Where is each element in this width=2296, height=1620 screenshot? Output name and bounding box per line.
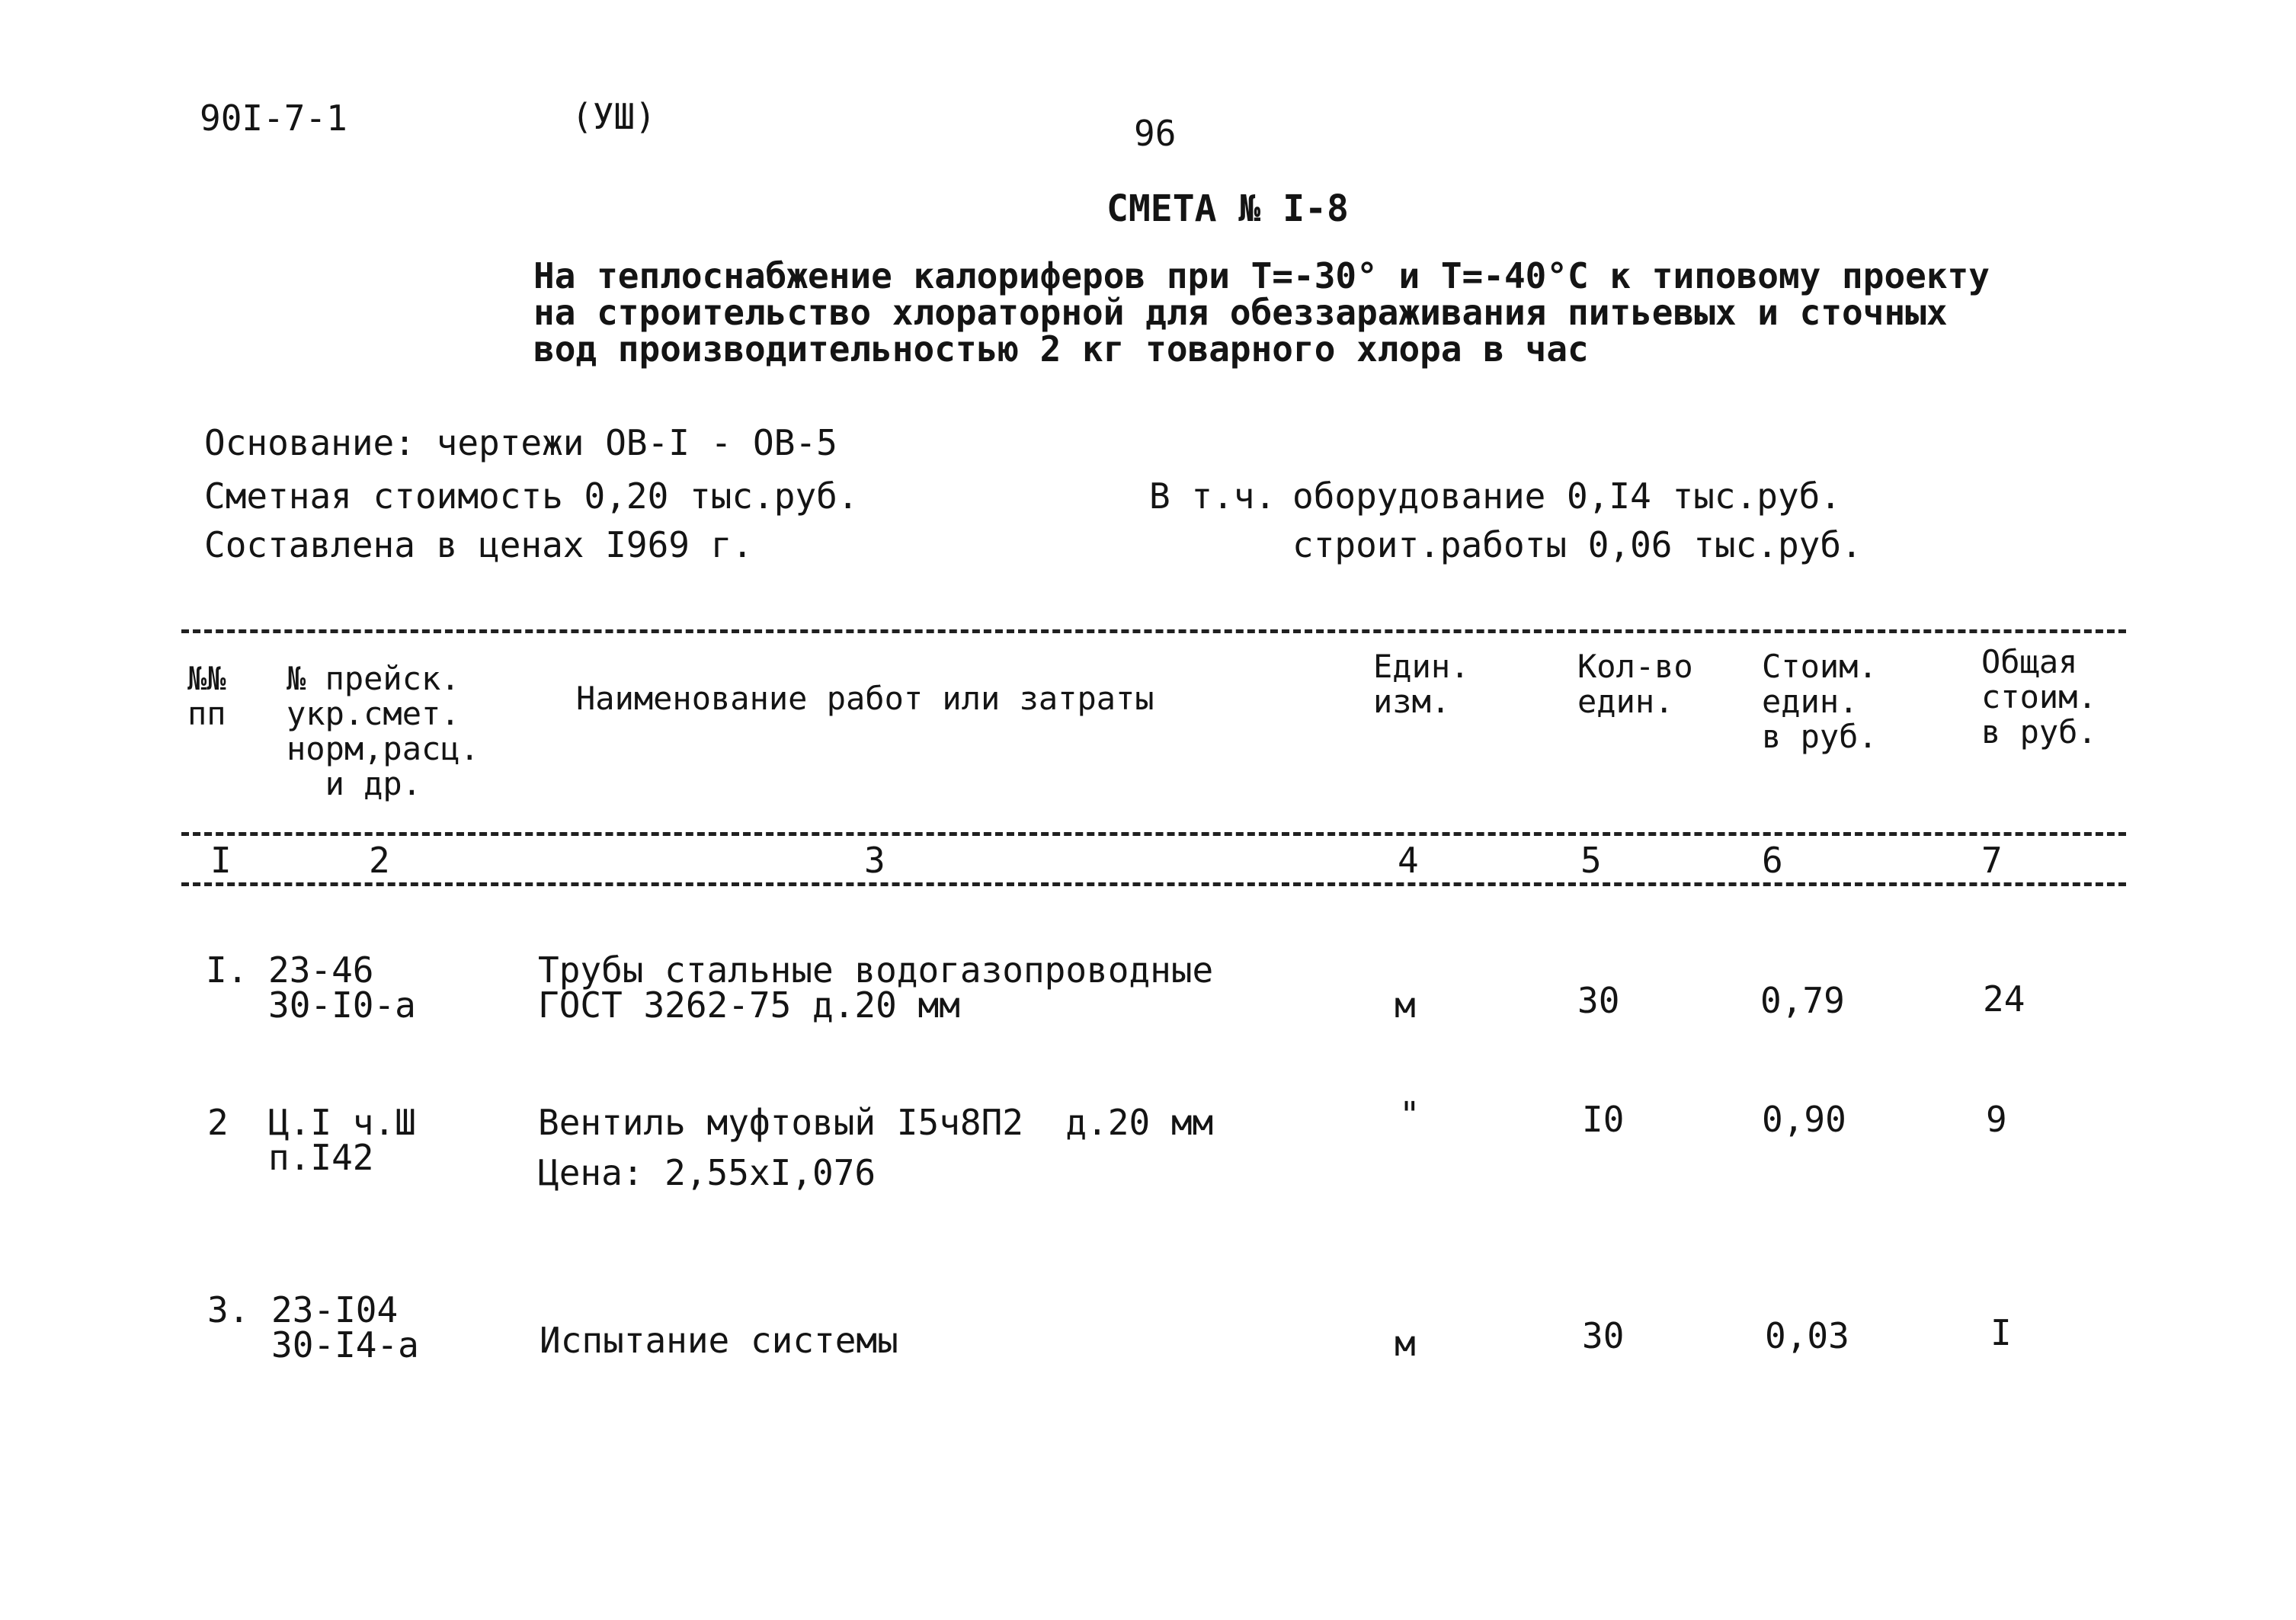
description-line-2: на строительство хлораторной для обеззараживания питьевых и сточных (533, 292, 1948, 333)
page-number: 96 (1134, 113, 1177, 154)
including-label: В т.ч. (1149, 475, 1276, 517)
description-line-1: На теплоснабжение калориферов при Т=-30° и Т=-40°С к типовому проекту (533, 255, 1990, 296)
row-work-name: Испытание системы (540, 1320, 898, 1361)
row-number: I. (206, 949, 248, 991)
column-number: I (210, 840, 232, 881)
row-unit: " (1399, 1094, 1420, 1135)
row-number: 3. (207, 1289, 250, 1330)
col-header-total: Общая стоим. в руб. (1981, 643, 2097, 751)
row-unit-cost: 0,03 (1765, 1315, 1849, 1356)
row-unit: м (1395, 1323, 1416, 1364)
row-unit-cost: 0,90 (1762, 1099, 1846, 1140)
description-line-3: вод производительностью 2 кг товарного хлора в час (533, 328, 1589, 370)
col-header-qty: Кол-во един. (1577, 648, 1693, 720)
col-header-price-ref: № прейск. укр.смет. норм,расц. и др. (287, 660, 479, 802)
column-numbers-rule (181, 882, 2126, 886)
col-header-unit-cost: Стоим. един. в руб. (1762, 648, 1878, 755)
row-number: 2 (207, 1102, 229, 1143)
col-header-num: №№ пп (187, 660, 226, 732)
section-mark: (УШ) (572, 96, 656, 137)
row-total-cost: 24 (1983, 978, 2025, 1020)
construction-cost: строит.работы 0,06 тыс.руб. (1292, 524, 1862, 565)
row-price-ref: Ц.I ч.Ш п.I42 (268, 1102, 416, 1178)
document-code: 90I-7-1 (200, 98, 347, 139)
equipment-cost: оборудование 0,I4 тыс.руб. (1292, 475, 1842, 517)
row-quantity: 30 (1582, 1315, 1625, 1356)
row-unit: м (1395, 984, 1416, 1026)
column-number: 6 (1762, 840, 1783, 881)
row-total-cost: 9 (1986, 1099, 2007, 1140)
column-number: 5 (1580, 840, 1602, 881)
column-number: 7 (1981, 840, 2003, 881)
column-number: 4 (1398, 840, 1419, 881)
row-price-note: Цена: 2,55хI,076 (538, 1152, 876, 1193)
row-price-ref: 23-46 30-I0-а (268, 949, 416, 1026)
header-bottom-rule (181, 832, 2126, 836)
row-work-name: Трубы стальные водогазопроводные ГОСТ 3262-75 д.20 мм (538, 949, 1214, 1026)
basis-line: Основание: чертежи ОВ-I - ОВ-5 (204, 422, 837, 463)
table-top-rule (181, 629, 2126, 633)
row-unit-cost: 0,79 (1760, 980, 1845, 1021)
estimated-cost: Сметная стоимость 0,20 тыс.руб. (204, 475, 859, 517)
col-header-name: Наименование работ или затраты (576, 680, 1154, 717)
row-total-cost: I (1990, 1312, 2012, 1353)
col-header-unit: Един. изм. (1373, 648, 1470, 720)
row-quantity: 30 (1577, 980, 1620, 1021)
row-work-name: Вентиль муфтовый I5ч8П2 д.20 мм (538, 1102, 1214, 1143)
price-level: Составлена в ценах I969 г. (204, 524, 754, 565)
column-number: 3 (864, 840, 885, 881)
row-price-ref: 23-I04 30-I4-а (271, 1289, 419, 1365)
row-quantity: I0 (1582, 1099, 1625, 1140)
column-number: 2 (369, 840, 390, 881)
document-title: СМЕТА № I-8 (1106, 187, 1349, 230)
